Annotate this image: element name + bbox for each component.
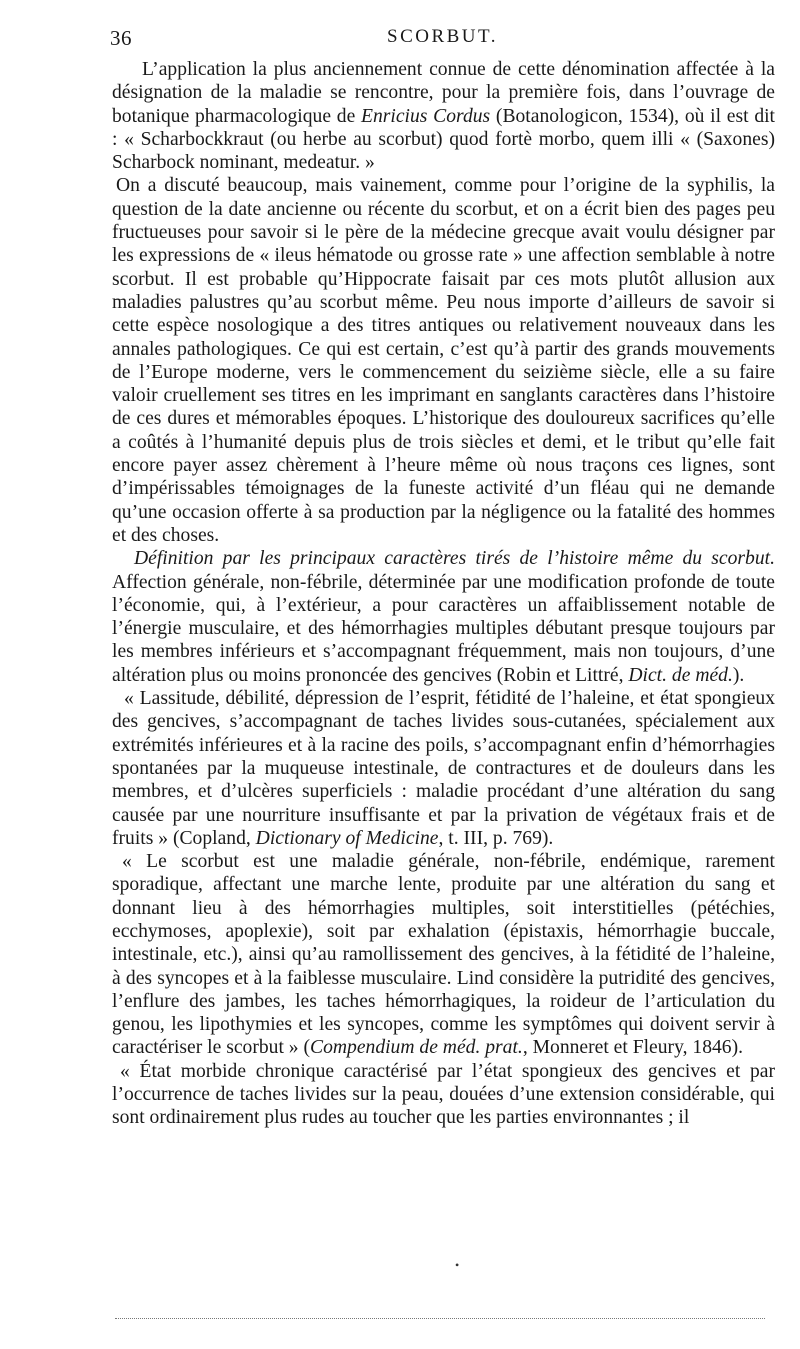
paragraph-text: (Botanologicon, 1534), où il est dit : « Scharbockkraut (ou herbe au scorbut) quod fortè morbo, quem illi « (Saxones) Scharbock nominant, medeatur. » bbox=[112, 105, 775, 174]
paragraph-text: « État morbide chronique caractérisé par l’état spongieux des gencives et par l’occurrence de taches livides sur la peau, douées d’une extension considérable, qui sont ordinairement plus rudes au toucher que les parties environnantes ; il bbox=[112, 1060, 775, 1129]
body-text bbox=[112, 58, 775, 1130]
italic-citation: Dict. de méd. bbox=[628, 664, 733, 686]
paragraph-history bbox=[112, 174, 775, 547]
italic-citation: Compendium de méd. prat. bbox=[310, 1037, 523, 1059]
paragraph-copland-quote bbox=[112, 687, 775, 850]
paragraph-chronic-state bbox=[112, 1060, 775, 1130]
paragraph-etymology bbox=[112, 58, 775, 174]
paragraph-text: « Le scorbut est une maladie générale, non-fébrile, endémique, rarement sporadique, affectant une marche lente, produite par une altération du sang et donnant lieu à des hémorrhagies multiples, soit interstitielles (pétéchies, ecchymoses, apoplexie), soit par exhalation (épistaxis, hémorrhagie buccale, intestinale, etc.), ainsi qu’au ramollissement des gencives, à la fétidité de l’haleine, à des syncopes et à la faiblesse musculaire. Lind considère la putridité des gencives, l’enflure des jambes, les taches hémorrhagiques, la roideur de l’articulation du genou, les lipothymies et les syncopes, comme les symptômes qui doivent servir à caractériser le scorbut » ( bbox=[112, 851, 775, 1059]
italic-definition-heading: Définition par les principaux caractères tirés de l’histoire même du scorbut. bbox=[134, 548, 775, 570]
paragraph-text: On a discuté beaucoup, mais vainement, comme pour l’origine de la syphilis, la question de la date ancienne ou récente du scorbut, et on a écrit bien des pages peu fructueuses pour savoir si le père de la médecine grecque avait voulu désigner par les expressions de « ileus hématode ou grosse rate » une affection semblable à notre scorbut. Il est probable qu’Hippocrate faisait par ces mots plutôt allusion aux maladies palustres qu’au scorbut même. Peu nous importe d’ailleurs de savoir si cette espèce nosologique a des titres antiques ou relativement nouveaux dans les annales pathologiques. Ce qui est certain, c’est qu’à partir des grands mouvements de l’Europe moderne, vers le commencement du seizième siècle, elle a su faire valoir cruellement ses titres en les imprimant en sanglants caractères dans l’histoire de ces dures et mémorables époques. L’historique des douloureux sacrifices qu’elle a coûtés à l’humanité depuis plus de trois siècles et demi, et le tribut qu’elle fait encore payer assez chèrement à l’heure même où nous traçons ces lignes, sont d’impérissables témoignages de la funeste activité d’un fléau qui ne demande qu’une occasion offerte à sa production par la négligence ou la fatalité des hommes et des choses. bbox=[112, 175, 775, 546]
page-number: 36 bbox=[110, 26, 132, 50]
paragraph-text: Affection générale, non-fébrile, déterminée par une modification profonde de toute l’économie, qui, à l’extérieur, a pour caractères un affaiblissement notable de l’énergie musculaire, et des hémorrhagies multiples débutant presque toujours par les membres inférieurs et s’accompagnant fréquemment, mais non toujours, d’une altération plus ou moins prononcée des gencives (Robin et Littré, bbox=[112, 571, 775, 686]
paragraph-compendium-quote bbox=[112, 850, 775, 1060]
paragraph-text: L’application la plus anciennement connue de cette dénomination affectée à la désignation de la maladie se rencontre, pour la première fois, dans l’ouvrage de botanique pharmacologique de bbox=[112, 59, 775, 127]
page-header bbox=[110, 26, 775, 50]
footer-dot-mark: • bbox=[455, 1258, 460, 1272]
paragraph-text: , Monneret et Fleury, 1846). bbox=[522, 1037, 744, 1059]
italic-author-name: Enricius Cordus bbox=[361, 105, 491, 127]
paragraph-text: « Lassitude, débilité, dépression de l’esprit, fétidité de l’haleine, et état spongieux des gencives, s’accompagnant de taches livides sous-cutanées, spécialement aux extrémités inférieures et à la racine des poils, s’accompagnant enfin d’hémorrhagies spontanées par la muqueuse intestinale, de contractures et de douleurs dans les membres, et d’ulcères superficiels : maladie procédant d’une altération du sang causée par une nourriture insuffisante et par la privation de végétaux frais et de fruits » (Copland, bbox=[112, 688, 775, 849]
paragraph-text: ). bbox=[732, 664, 745, 686]
footer-dotted-rule bbox=[115, 1318, 765, 1319]
running-title: SCORBUT. bbox=[387, 26, 498, 47]
italic-citation: Dictionary of Medicine bbox=[255, 827, 439, 849]
paragraph-definition bbox=[112, 547, 775, 687]
paragraph-text: , t. III, p. 769). bbox=[438, 827, 554, 849]
